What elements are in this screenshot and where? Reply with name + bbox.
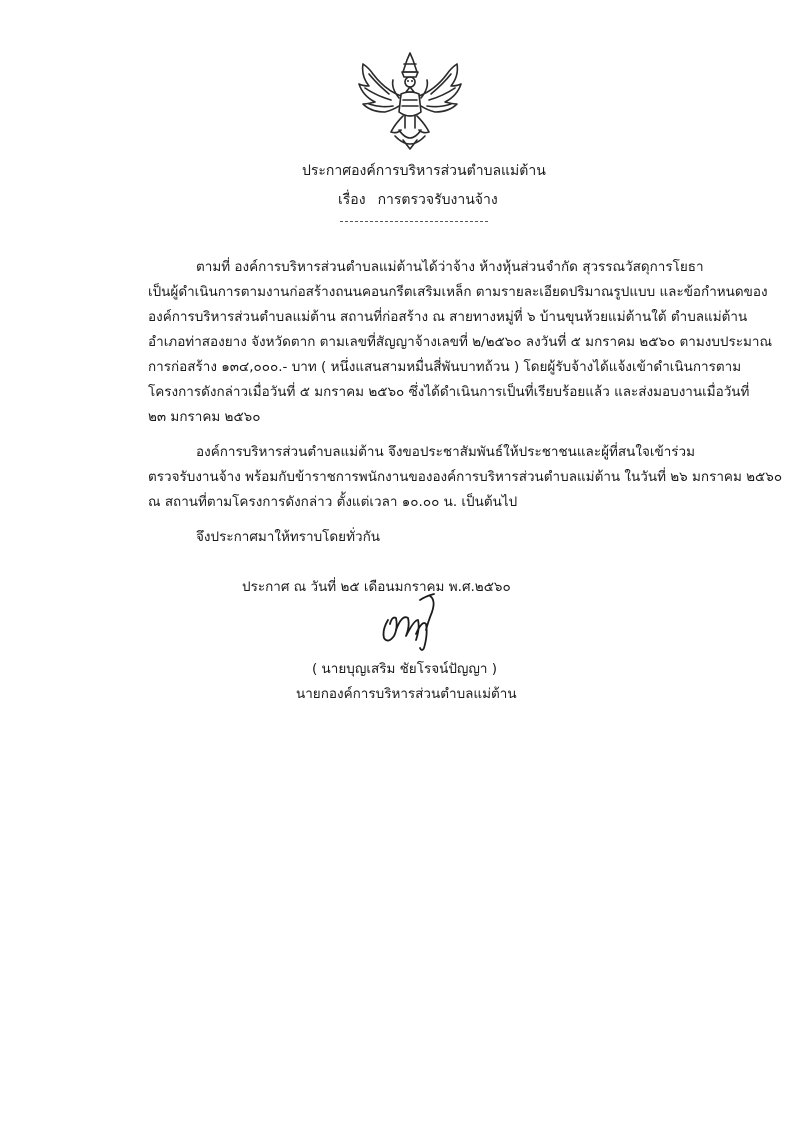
paragraph1-line: ตามที่ องค์การบริหารส่วนตำบลแม่ต้านได้ว่าจ้าง ห้างหุ้นส่วนจำกัด สุวรรณวัสดุการโยธา [196,259,704,275]
subject-text: การตรวจรับงานจ้าง [377,192,498,208]
title-divider [340,221,488,222]
signer-name: ( นายบุญเสริม ชัยโรจน์ปัญญา ) [312,661,498,677]
handwritten-signature-icon [370,590,470,654]
paragraph1-line: โครงการดังกล่าวเมื่อวันที่ ๕ มกราคม ๒๕๖๐ ซึ่งได้ดำเนินการเป็นที่เรียบร้อยแล้ว และส่งมอบงานเมื่อวันที่ [148,384,750,400]
paragraph1-line: เป็นผู้ดำเนินการตามงานก่อสร้างถนนคอนกรีตเสริมเหล็ก ตามรายละเอียดปริมาณรูปแบบ และข้อกำหนดของ [148,284,768,300]
announcement-subject [338,189,498,211]
paragraph2-line: ณ สถานที่ตามโครงการดังกล่าว ตั้งแต่เวลา ๑๐.๐๐ น. เป็นต้นไป [148,494,518,510]
paragraph1-line: ๒๓ มกราคม ๒๕๖๐ [148,409,261,425]
announcement-title: ประกาศองค์การบริหารส่วนตำบลแม่ต้าน [302,163,546,179]
paragraph2-line: ตรวจรับงานจ้าง พร้อมกับข้าราชการพนักงานขององค์การบริหารส่วนตำบลแม่ต้าน ในวันที่ ๒๖ มกราคม ๒๕๖๐ [148,469,783,485]
garuda-emblem-icon [355,50,465,152]
subject-label: เรื่อง [338,192,366,208]
paragraph1-line: องค์การบริหารส่วนตำบลแม่ต้าน สถานที่ก่อสร้าง ณ สายทางหมู่ที่ ๖ บ้านขุนห้วยแม่ต้านใต้ ตำบลแม่ต้าน [148,309,748,325]
signer-position: นายกองค์การบริหารส่วนตำบลแม่ต้าน [296,686,517,702]
paragraph1-line: อำเภอท่าสองยาง จังหวัดตาก ตามเลขที่สัญญาจ้างเลขที่ ๒/๒๕๖๐ ลงวันที่ ๕ มกราคม ๒๕๖๐ ตามงบประมาณ [148,334,772,350]
paragraph2-line: องค์การบริหารส่วนตำบลแม่ต้าน จึงขอประชาสัมพันธ์ให้ประชาชนและผู้ที่สนใจเข้าร่วม [196,444,696,460]
closing-statement: จึงประกาศมาให้ทราบโดยทั่วกัน [196,529,380,545]
announcement-date: ประกาศ ณ วันที่ ๒๕ เดือนมกราคม พ.ศ.๒๕๖๐ [242,579,511,595]
paragraph1-line: การก่อสร้าง ๑๓๔,๐๐๐.- บาท ( หนึ่งแสนสามหมื่นสี่พันบาทถ้วน ) โดยผู้รับจ้างได้แจ้งเข้าดำเนินการตาม [148,359,742,375]
